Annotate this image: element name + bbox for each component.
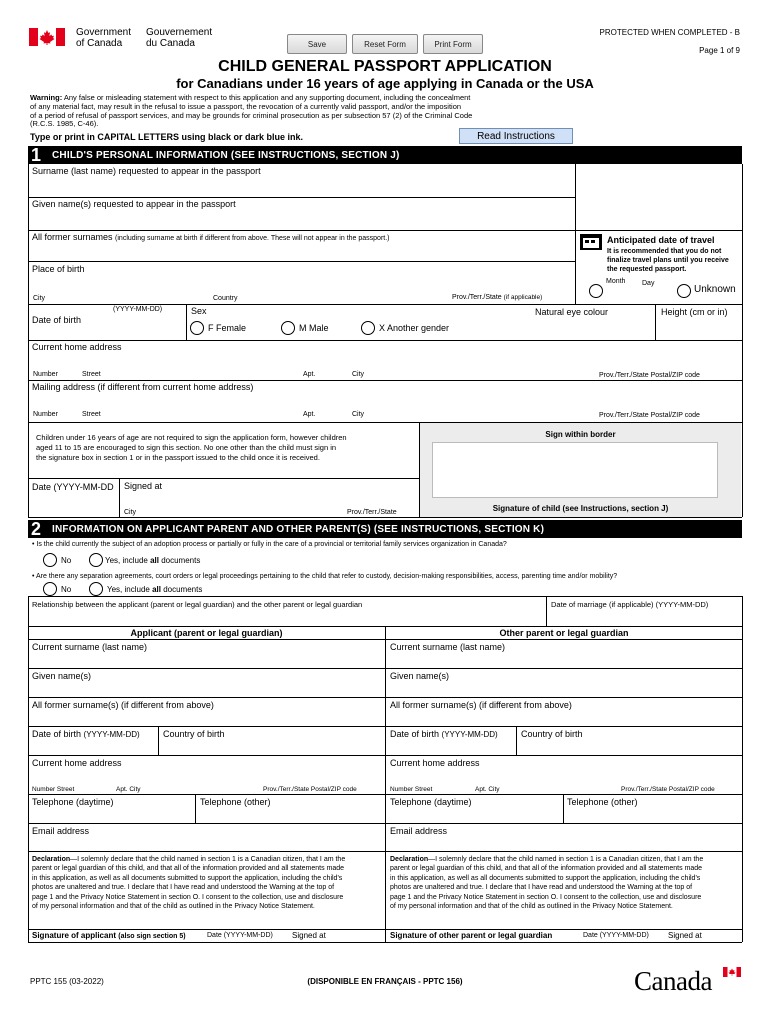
other-email-field[interactable] — [387, 838, 741, 850]
applicant-decl-line3: in this application, as well as all documents submitted to support the application, including the child's — [32, 874, 343, 882]
section-2-number: 2 — [31, 518, 42, 539]
custody-yes-text-b: all — [152, 585, 161, 594]
applicant-surname-field[interactable] — [29, 654, 384, 667]
sex-female-radio[interactable] — [190, 321, 204, 335]
page-number: Page 1 of 9 — [699, 46, 740, 55]
dob-label: Date of birth — [32, 315, 82, 325]
applicant-dob-format: (YYYY-MM-DD) — [83, 730, 140, 739]
adoption-yes-label — [105, 556, 200, 565]
other-tel-day-label: Telephone (daytime) — [390, 797, 472, 807]
government-signature-fr — [146, 27, 212, 49]
dob-field[interactable] — [110, 316, 186, 336]
section-1-header — [28, 146, 742, 164]
pob-city-label: City — [33, 295, 46, 302]
applicant-home-label: Current home address — [32, 758, 122, 768]
other-country-label: Country of birth — [521, 729, 583, 739]
gov-fr-line1: Gouvernement — [146, 27, 213, 38]
warning-line3: of a period of refusal of passport services, and may be grounds for criminal prosecution as per subsection 57 (2) of the Criminal Code — [30, 110, 473, 120]
travel-unknown-label: Unknown — [694, 284, 736, 295]
applicant-dob-label — [32, 729, 140, 739]
applicant-given-label: Given name(s) — [32, 671, 92, 681]
former-surnames-label — [32, 232, 390, 242]
former-surnames-text: All former surnames — [32, 232, 113, 242]
warning-label: Warning: — [30, 93, 63, 102]
travel-date-title: Anticipated date of travel — [607, 235, 715, 245]
sex-male-label: M Male — [299, 323, 329, 333]
french-availability: (DISPONIBLE EN FRANÇAIS - PPTC 156) — [307, 977, 463, 986]
applicant-signature-field[interactable] — [29, 912, 384, 928]
applicant-tel-other-label: Telephone (other) — [200, 797, 271, 807]
other-tel-other-label: Telephone (other) — [567, 797, 638, 807]
former-surnames-field[interactable] — [29, 244, 575, 260]
applicant-former-field[interactable] — [29, 712, 384, 725]
other-decl-line5: page 1 and the Privacy Notice Statement in section O. I consent to the collection, use and disclosure — [390, 893, 702, 901]
travel-day-label: Day — [642, 280, 655, 287]
applicant-decl-line6: of my personal information and that of the child as outlined in the Privacy Notice Statement. — [32, 903, 315, 911]
child-signature-caption: Signature of child (see Instructions, section J) — [492, 504, 669, 513]
applicant-dob-text: Date of birth — [32, 729, 82, 739]
child-sign-note-1: Children under 16 years of age are not required to sign the application form, however children — [36, 433, 347, 442]
other-decl-line6: of my personal information and that of the child as outlined in the Privacy Notice Statement. — [390, 903, 673, 911]
applicant-sig-text: Signature of applicant — [32, 931, 117, 940]
other-decl-line3: in this application, as well as all documents submitted to support the application, including the child's — [390, 874, 701, 882]
mailing-address-label: Mailing address (if different from current home address) — [32, 382, 254, 392]
child-sign-note-3: the signature box in section 1 or in the passport issued to the child once it is received. — [36, 453, 320, 462]
travel-date-field[interactable] — [606, 288, 666, 300]
travel-note-line1: It is recommended that you do not — [607, 248, 722, 255]
child-signature-box[interactable] — [432, 442, 718, 498]
save-button[interactable]: Save — [287, 34, 347, 54]
sex-label: Sex — [191, 306, 207, 316]
page-subtitle: for Canadians under 16 years of age applying in Canada or the USA — [176, 76, 594, 91]
marriage-date-field[interactable] — [548, 611, 740, 625]
custody-yes-text-c: documents — [160, 585, 203, 594]
other-parent-column-header: Other parent or legal guardian — [499, 628, 629, 638]
travel-month-label: Month — [606, 278, 626, 285]
form-code: PPTC 155 (03-2022) — [30, 977, 104, 986]
pob-prov-note: (if applicable) — [503, 294, 543, 301]
warning-line1: Any false or misleading statement with respect to this application and any supporting document, including the concealment — [62, 93, 471, 102]
warning-line2: of any material fact, may result in the refusal to issue a passport, the revocation of a currently valid passport, and/or the imposition — [30, 101, 462, 111]
place-of-birth-label: Place of birth — [32, 264, 85, 274]
applicant-signature-caption — [32, 931, 186, 940]
custody-no-radio[interactable] — [43, 582, 57, 596]
question-custody: • Are there any separation agreements, court orders or legal proceedings pertaining to the child that refer to custody, decision-making responsibilities, access, parenting time and/or mobility? — [32, 573, 618, 580]
capital-letters-instruction: Type or print in CAPITAL LETTERS using black or dark blue ink. — [30, 132, 304, 142]
other-given-label: Given name(s) — [390, 671, 450, 681]
child-prov-label: Prov./Terr./State — [347, 509, 397, 516]
travel-note-line2: finalize travel plans until you receive — [607, 257, 729, 264]
warning-line4: (R.C.S. 1985, C-46). — [30, 119, 99, 129]
applicant-sig-signed-at: Signed at — [292, 931, 326, 940]
custody-yes-radio[interactable] — [89, 582, 103, 596]
gov-en-line2: of Canada — [76, 38, 123, 49]
calendar-icon — [580, 234, 602, 250]
child-city-label: City — [124, 509, 137, 516]
other-decl-line1: —I solemnly declare that the child named in section 1 is a Canadian citizen, that I am the — [428, 856, 704, 863]
child-date-label: Date (YYYY-MM-DD — [32, 482, 114, 492]
travel-date-note — [607, 247, 729, 274]
other-dob-label — [390, 729, 498, 739]
applicant-decl-line5: page 1 and the Privacy Notice Statement in section O. I consent to the collection, use and disclosure — [32, 893, 344, 901]
other-surname-label: Current surname (last name) — [390, 642, 506, 652]
print-form-button[interactable]: Print Form — [423, 34, 483, 54]
relationship-field[interactable] — [29, 611, 545, 625]
applicant-decl-line4: photos are unaltered and true. I declare that I have read and understood the Warning at the top of — [32, 884, 335, 892]
other-signature-field[interactable] — [387, 912, 741, 928]
applicant-former-label: All former surname(s) (if different from above) — [32, 700, 214, 710]
applicant-tel-day-label: Telephone (daytime) — [32, 797, 114, 807]
home-street-label: Street — [82, 371, 101, 378]
other-decl-label: Declaration — [390, 856, 429, 863]
former-surnames-note: (including surname at birth if different from above. These will not appear in the passport.) — [115, 235, 390, 242]
other-dob-format: (YYYY-MM-DD) — [441, 730, 498, 739]
gov-en-line1: Government — [76, 27, 132, 38]
page-title: CHILD GENERAL PASSPORT APPLICATION — [218, 58, 552, 75]
applicant-decl-line1: —I solemnly declare that the child named in section 1 is a Canadian citizen, that I am the — [70, 856, 346, 863]
applicant-decl-label: Declaration — [32, 856, 71, 863]
applicant-country-label: Country of birth — [163, 729, 225, 739]
home-address-field[interactable] — [29, 354, 741, 368]
other-dob-text: Date of birth — [390, 729, 440, 739]
applicant-column-header: Applicant (parent or legal guardian) — [130, 628, 283, 638]
applicant-home-field[interactable] — [29, 770, 384, 782]
mail-prov-postal-label: Prov./Terr./State Postal/ZIP code — [599, 412, 700, 419]
relationship-label: Relationship between the applicant (parent or legal guardian) and the other parent or legal guardian — [32, 600, 363, 609]
applicant-addr-prov-postal: Prov./Terr./State Postal/ZIP code — [263, 786, 357, 793]
custody-no-label: No — [61, 585, 72, 594]
pob-prov-text: Prov./Terr./State — [452, 294, 502, 301]
mail-number-label: Number — [33, 411, 58, 418]
other-sig-signed-at: Signed at — [668, 931, 702, 940]
mail-apt-label: Apt. — [303, 411, 316, 418]
home-city-label: City — [352, 371, 365, 378]
child-signed-at-label: Signed at — [124, 481, 163, 491]
child-sign-note — [36, 433, 416, 463]
other-decl-line4: photos are unaltered and true. I declare that I have read and understood the Warning at the top of — [390, 884, 693, 892]
surname-field[interactable] — [29, 178, 575, 196]
height-field[interactable] — [658, 320, 740, 338]
adoption-yes-text-c: documents — [158, 556, 201, 565]
custody-yes-text-a: Yes, include — [107, 585, 153, 594]
other-given-field[interactable] — [387, 683, 741, 696]
section-1-number: 1 — [31, 144, 42, 165]
applicant-email-field[interactable] — [29, 838, 384, 850]
other-former-field[interactable] — [387, 712, 741, 725]
applicant-surname-label: Current surname (last name) — [32, 642, 148, 652]
reset-form-button[interactable]: Reset Form — [352, 34, 418, 54]
other-declaration — [390, 855, 740, 911]
other-former-label: All former surname(s) (if different from above) — [390, 700, 572, 710]
government-signature-en — [76, 27, 131, 49]
pob-country-label: Country — [213, 295, 238, 302]
other-addr-apt-city: Apt. City — [475, 786, 500, 793]
other-home-field[interactable] — [387, 770, 741, 782]
given-names-field[interactable] — [29, 211, 575, 229]
sex-other-radio[interactable] — [361, 321, 375, 335]
adoption-yes-text-b: all — [150, 556, 159, 565]
applicant-given-field[interactable] — [29, 683, 384, 696]
child-sign-note-2: aged 11 to 15 are encouraged to sign this section. No one other than the child must sign in — [36, 443, 337, 452]
protected-label: PROTECTED WHEN COMPLETED - B — [599, 28, 740, 37]
mail-street-label: Street — [82, 411, 101, 418]
question-adoption: • Is the child currently the subject of an adoption process or partially or fully in the care of a provincial or territorial family services organization in Canada? — [32, 541, 507, 548]
custody-yes-label — [107, 585, 202, 594]
applicant-email-label: Email address — [32, 826, 90, 836]
height-label: Height (cm or in) — [661, 307, 728, 317]
adoption-no-radio[interactable] — [43, 553, 57, 567]
wordmark-flag-icon — [723, 964, 741, 974]
home-address-label: Current home address — [32, 342, 122, 352]
travel-date-radio[interactable] — [589, 284, 603, 298]
adoption-no-label: No — [61, 556, 72, 565]
other-decl-line2: parent or legal guardian of this child, and that all of the information provided and all statements made — [390, 865, 703, 873]
read-instructions-button[interactable]: Read Instructions — [459, 128, 573, 144]
given-names-label: Given name(s) requested to appear in the passport — [32, 199, 236, 209]
gov-fr-line2: du Canada — [146, 38, 195, 49]
home-number-label: Number — [33, 371, 58, 378]
other-signature-caption: Signature of other parent or legal guardian — [390, 931, 553, 940]
other-home-label: Current home address — [390, 758, 480, 768]
warning-text — [30, 94, 550, 129]
mail-city-label: City — [352, 411, 365, 418]
sex-male-radio[interactable] — [281, 321, 295, 335]
sex-female-label: F Female — [208, 323, 247, 333]
dob-format: (YYYY-MM-DD) — [113, 306, 163, 313]
applicant-addr-apt-city: Apt. City — [116, 786, 141, 793]
canada-wordmark: Canada — [634, 966, 712, 996]
home-prov-postal-label: Prov./Terr./State Postal/ZIP code — [599, 372, 700, 379]
adoption-yes-text-a: Yes, include — [105, 556, 151, 565]
adoption-yes-radio[interactable] — [89, 553, 103, 567]
eye-colour-field[interactable] — [535, 320, 653, 338]
section-2-header — [28, 520, 742, 538]
eye-colour-label: Natural eye colour — [535, 307, 609, 317]
other-sig-date: Date (YYYY-MM-DD) — [583, 932, 649, 939]
surname-label: Surname (last name) requested to appear in the passport — [32, 166, 261, 176]
marriage-date-label: Date of marriage (if applicable) (YYYY-MM-DD) — [551, 600, 709, 609]
other-addr-number-street: Number Street — [390, 786, 433, 793]
sign-within-border-label: Sign within border — [545, 430, 616, 439]
applicant-declaration — [32, 855, 382, 911]
place-of-birth-field[interactable] — [29, 276, 575, 294]
sex-other-label: X Another gender — [379, 323, 450, 333]
mailing-address-field[interactable] — [29, 394, 741, 408]
applicant-sig-note: (also sign section 5) — [118, 933, 186, 940]
other-email-label: Email address — [390, 826, 448, 836]
applicant-decl-line2: parent or legal guardian of this child, and that all of the information provided and all statements made — [32, 865, 345, 873]
applicant-addr-number-street: Number Street — [32, 786, 75, 793]
travel-note-line3: the requested passport. — [607, 266, 687, 273]
section-1-title: CHILD'S PERSONAL INFORMATION (SEE INSTRUCTIONS, SECTION J) — [52, 149, 400, 161]
home-apt-label: Apt. — [303, 371, 316, 378]
applicant-sig-date: Date (YYYY-MM-DD) — [207, 932, 273, 939]
other-addr-prov-postal: Prov./Terr./State Postal/ZIP code — [621, 786, 715, 793]
canada-flag-icon — [29, 28, 65, 46]
pob-prov-label — [452, 294, 542, 301]
travel-unknown-radio[interactable] — [677, 284, 691, 298]
other-surname-field[interactable] — [387, 654, 741, 667]
section-2-title: INFORMATION ON APPLICANT PARENT AND OTHER PARENT(S) (SEE INSTRUCTIONS, SECTION K) — [52, 523, 545, 535]
